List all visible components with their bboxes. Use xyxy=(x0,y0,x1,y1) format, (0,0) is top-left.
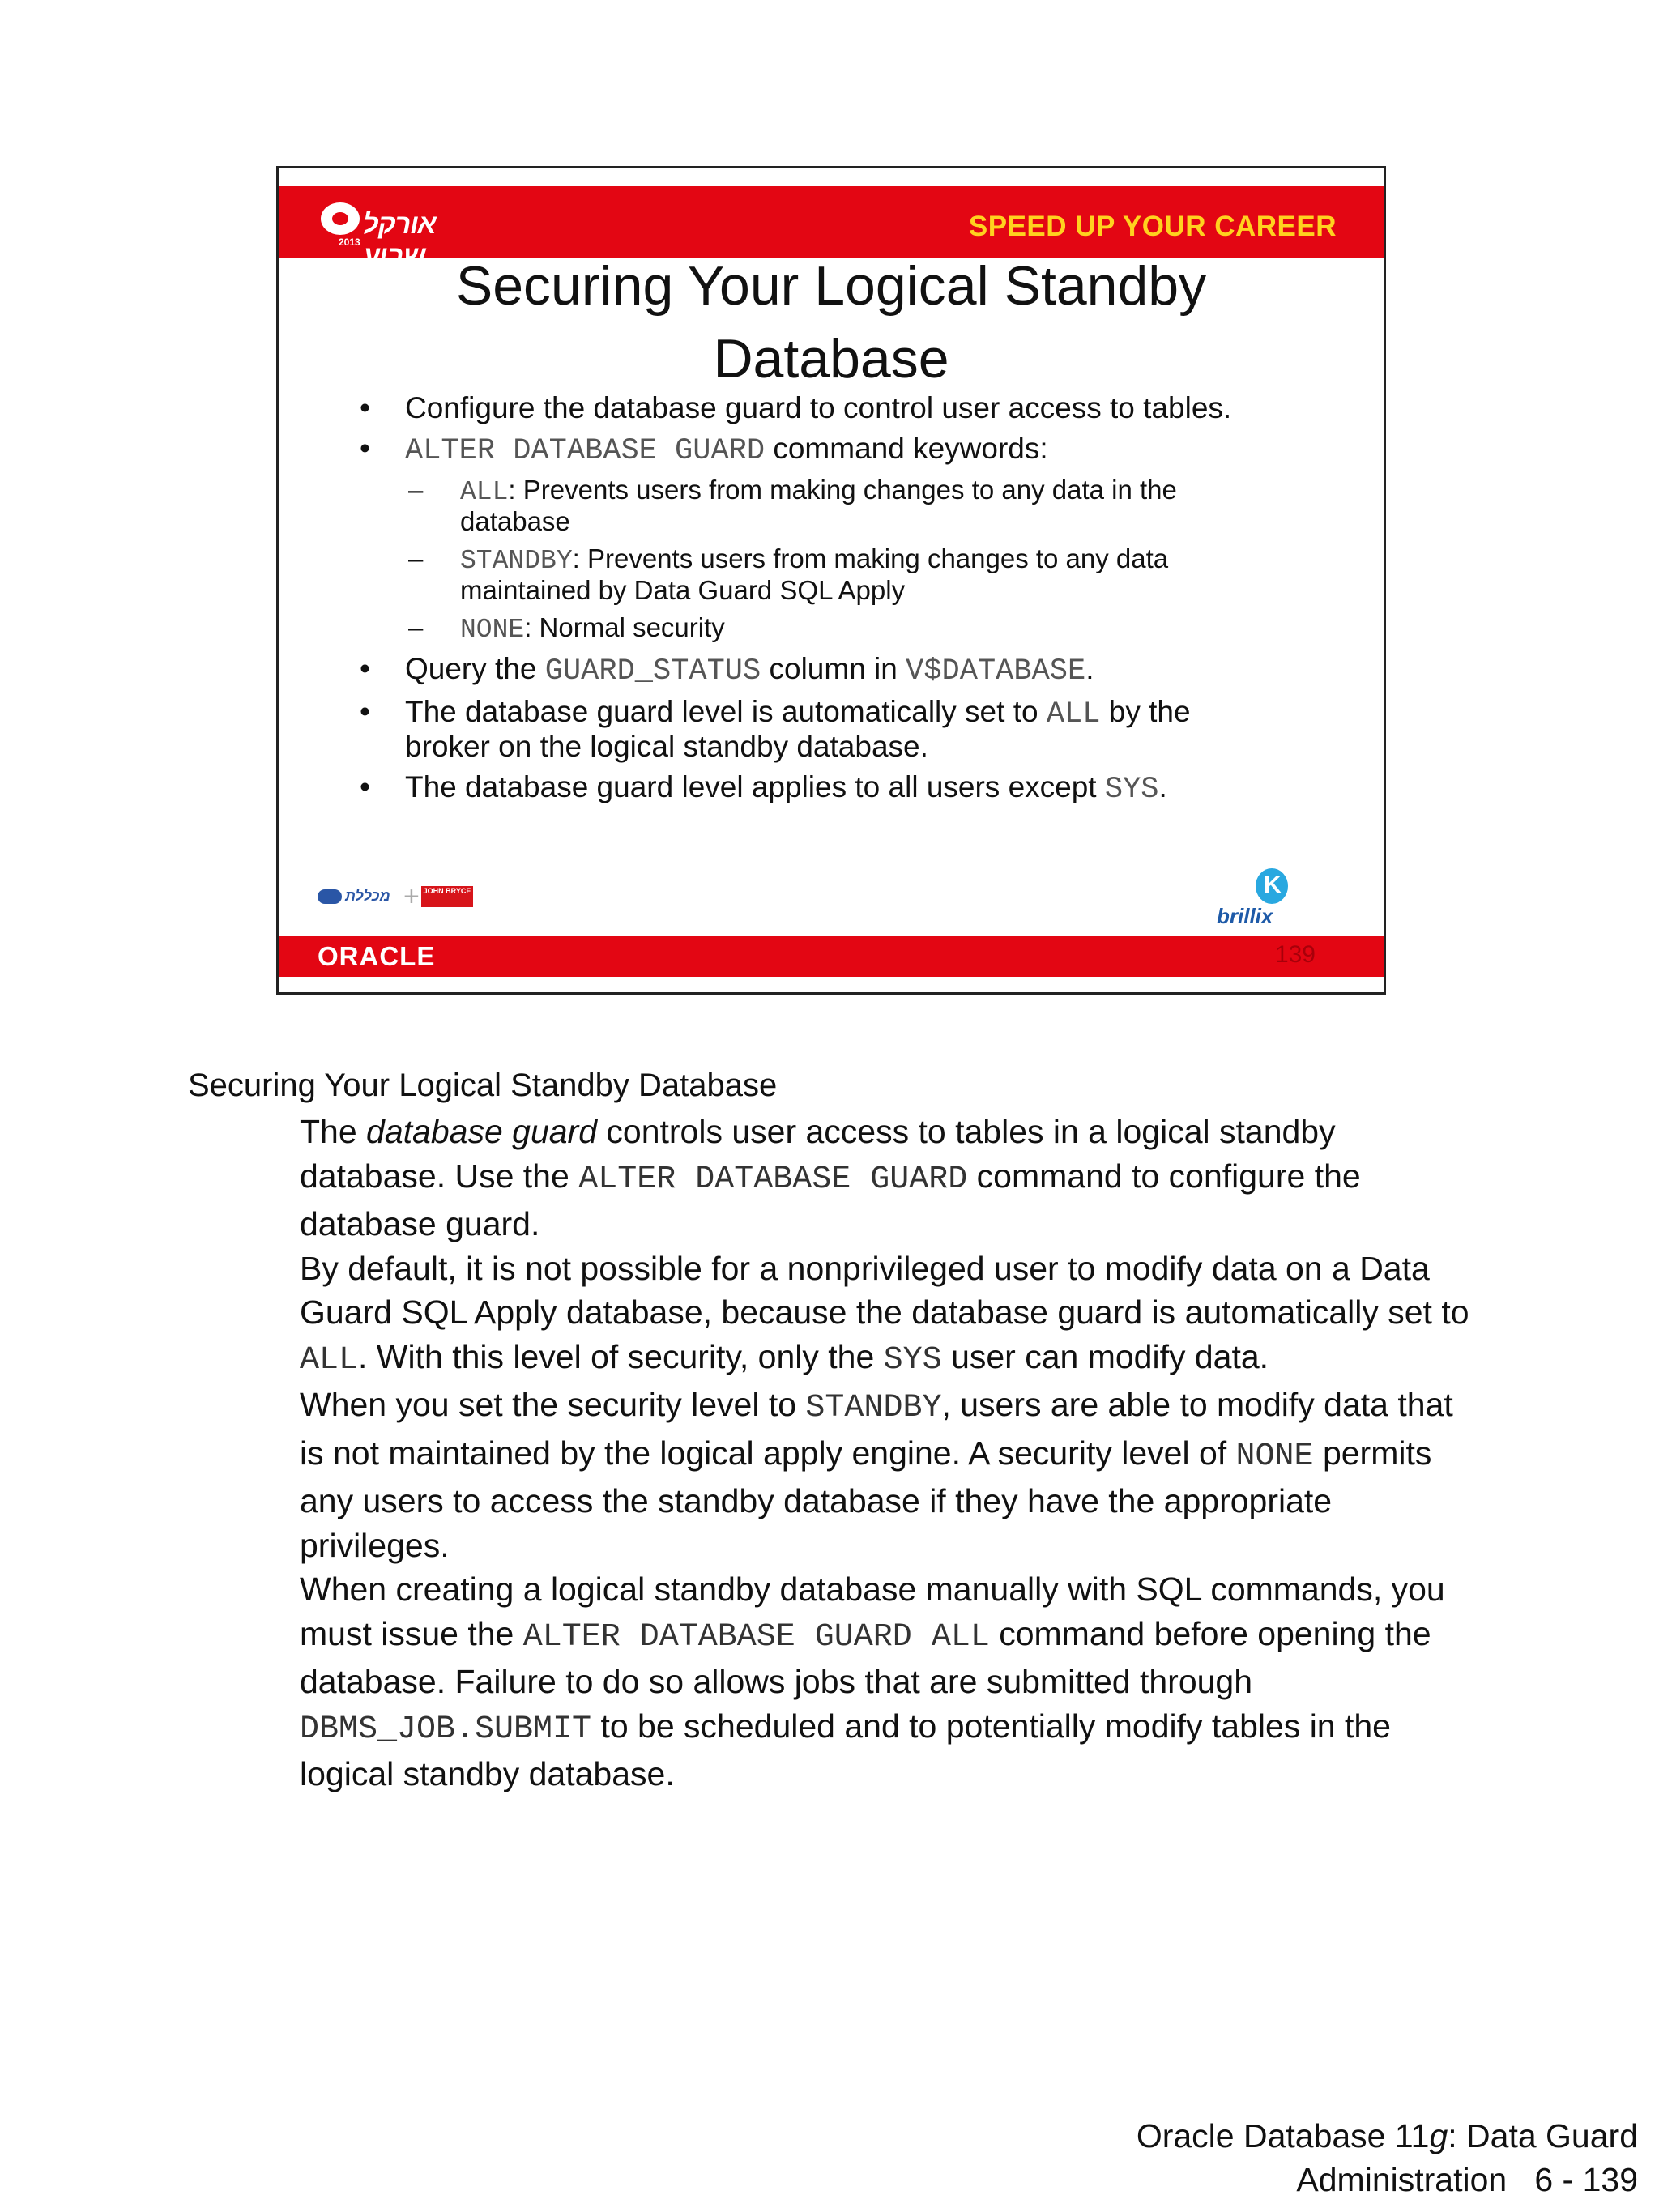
bullet-text: Configure the database guard to control user access to tables. xyxy=(405,391,1232,424)
sub-bullet-none xyxy=(360,613,1332,645)
brillix-mark-icon xyxy=(1256,868,1288,904)
bullet-text: Query the xyxy=(405,652,545,685)
sub-bullet-standby xyxy=(360,544,1238,605)
logo-ring-icon xyxy=(321,202,360,235)
partner-logos xyxy=(318,881,471,914)
page-footer xyxy=(1137,2114,1638,2201)
code-text: NONE xyxy=(1235,1438,1314,1475)
bullet-text: The database guard level applies to all users except xyxy=(405,770,1105,803)
sub-bullet-text: : Prevents users from making changes to any data maintained by Data Guard SQL Apply xyxy=(460,543,1169,605)
bullet-text: The database guard level is automatically set to xyxy=(405,695,1047,728)
slide-title xyxy=(279,249,1384,395)
footer-page-ref: Administration 6 - 139 xyxy=(1296,2161,1638,2198)
slide-image xyxy=(276,166,1386,995)
bullet-text: . xyxy=(1158,770,1167,803)
notes-text: When creating a logical standby database manually with SQL commands, you must issue the xyxy=(300,1571,1445,1652)
slide-title-line2: Database xyxy=(713,328,949,390)
notes-text: By default, it is not possible for a nonprivileged user to modify data on a Data Guard SQL Apply database, because the database guard is automatically set to xyxy=(300,1249,1469,1331)
slide-title-line1: Securing Your Logical Standby xyxy=(455,255,1207,317)
code-text: STANDBY xyxy=(460,546,573,576)
bullet-configure xyxy=(360,392,1332,424)
college-logo-text: מכללת xyxy=(345,888,390,904)
bullet-text: column in xyxy=(761,652,906,685)
notes-paragraph-1 xyxy=(300,1110,1482,1247)
code-text: ALL xyxy=(1046,697,1101,731)
code-text: ALL xyxy=(460,477,509,507)
logo-year: 2013 xyxy=(339,237,360,248)
oracle-week-logo xyxy=(321,198,450,271)
notes-heading: Securing Your Logical Standby Database xyxy=(188,1068,778,1103)
notes-text: The xyxy=(300,1113,367,1150)
code-text: NONE xyxy=(460,615,525,645)
slide-footer-band xyxy=(279,936,1384,977)
code-text: STANDBY xyxy=(805,1390,942,1426)
bullet-alter-keywords xyxy=(360,433,1332,467)
footer-emphasis: g xyxy=(1429,2117,1448,2154)
code-text: ALTER DATABASE GUARD ALL xyxy=(522,1618,990,1656)
john-bryce-logo: JOHN BRYCE xyxy=(421,886,473,907)
oracle-logo: ORACLE xyxy=(318,941,436,971)
bullet-query-guard-status xyxy=(360,653,1332,688)
code-text: DBMS_JOB.SUBMIT xyxy=(300,1711,592,1748)
plus-icon: + xyxy=(403,881,420,912)
bullet-guard-level-all xyxy=(360,696,1256,763)
code-text: ALL xyxy=(300,1341,359,1379)
bullet-text: by the broker on the logical standby database. xyxy=(405,695,1191,763)
college-logo-icon xyxy=(318,889,342,904)
logo-hebrew-text: אורקל שבוע xyxy=(363,209,436,271)
bullet-text: . xyxy=(1085,652,1094,685)
notes-text: . With this level of security, only the xyxy=(358,1337,884,1375)
code-text: SYS xyxy=(1104,773,1159,807)
notes-emphasis: database guard xyxy=(366,1113,598,1150)
notes-text: command before opening the database. Failure to do so allows jobs that are submitted through xyxy=(300,1614,1431,1700)
footer-text: Oracle Database 11 xyxy=(1136,2117,1430,2154)
sub-bullet-all xyxy=(360,475,1238,536)
notes-body xyxy=(300,1110,1482,1796)
notes-text: to be scheduled and to potentially modify tables in the logical standby database. xyxy=(300,1707,1391,1792)
code-text: V$DATABASE xyxy=(906,654,1086,688)
code-text: GUARD_STATUS xyxy=(544,654,761,688)
brillix-logo xyxy=(1213,868,1303,933)
notes-paragraph-3 xyxy=(300,1383,1482,1567)
brillix-wordmark: brillix xyxy=(1217,904,1273,928)
notes-paragraph-4 xyxy=(300,1567,1482,1796)
sub-bullet-text: : Normal security xyxy=(524,612,725,642)
code-text: SYS xyxy=(883,1341,942,1379)
bullet-guard-level-sys xyxy=(360,771,1332,806)
notes-text: When you set the security level to xyxy=(300,1386,806,1423)
code-text: ALTER DATABASE GUARD xyxy=(405,434,766,468)
notes-text: user can modify data. xyxy=(941,1337,1269,1375)
bullet-text: command keywords: xyxy=(765,432,1048,465)
code-text: ALTER DATABASE GUARD xyxy=(578,1161,968,1198)
notes-paragraph-2 xyxy=(300,1247,1482,1383)
slide-tagline: SPEED UP YOUR CAREER xyxy=(968,211,1337,242)
sub-bullet-text: : Prevents users from making changes to any data in the database xyxy=(460,475,1177,536)
notes-text: permits any users to access the standby database if they have the appropriate privileges. xyxy=(300,1434,1432,1564)
notes-text: , users are able to modify data that is not maintained by the logical apply engine. A security level of xyxy=(300,1386,1453,1472)
footer-course-title xyxy=(1137,2114,1638,2158)
slide-bullet-list xyxy=(360,392,1332,814)
slide-page-number: 139 xyxy=(1274,941,1316,968)
notes-text: controls user access to tables in a logical standby database. Use the xyxy=(300,1113,1336,1195)
notes-text: command to configure the database guard. xyxy=(300,1157,1361,1242)
slide-header-band xyxy=(279,186,1384,271)
footer-text: : Data Guard xyxy=(1448,2117,1638,2154)
